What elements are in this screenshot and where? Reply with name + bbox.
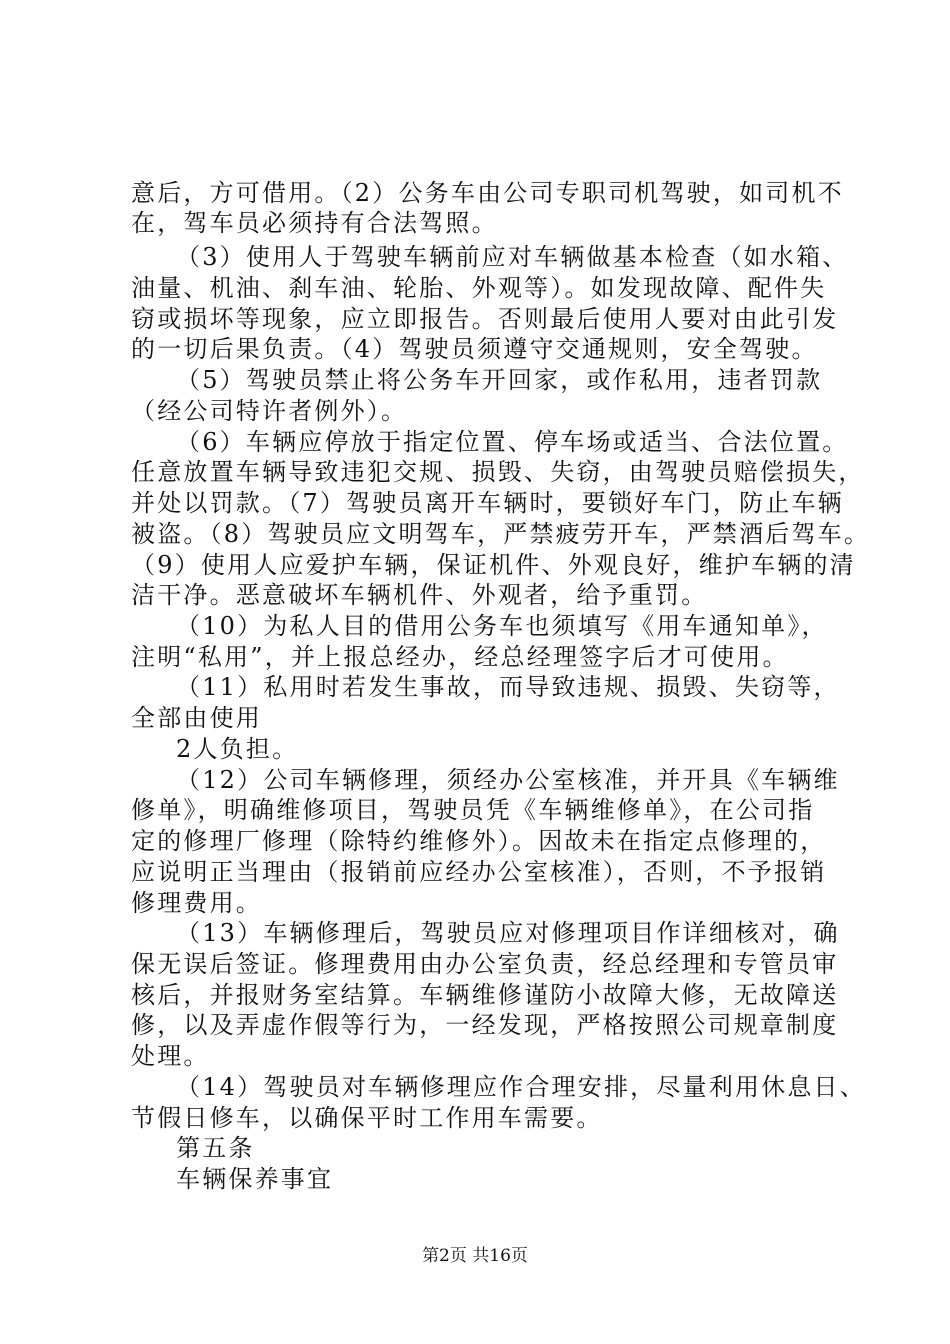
text-line: （11）私用时若发生事故，而导致违规、损毁、失窃等， (176, 673, 840, 701)
text-line: 处理。 (131, 1042, 210, 1070)
text-line: （6）车辆应停放于指定位置、停车场或适当、合法位置。 (176, 428, 849, 456)
text-line: 意后，方可借用。（2）公务车由公司专职司机驾驶，如司机不 (131, 179, 844, 207)
text-line: 并处以罚款。（7）驾驶员离开车辆时，要锁好车门，防止车辆 (131, 489, 844, 517)
text-line: （经公司特许者例外）。 (131, 397, 408, 425)
text-line: 全部由使用 (131, 704, 262, 732)
text-line: （12）公司车辆修理，须经办公室核准，并开具《车辆维 (176, 766, 840, 794)
text-line: （5）驾驶员禁止将公务车开回家，或作私用，违者罚款 (176, 366, 823, 394)
text-line: （13）车辆修理后，驾驶员应对修理项目作详细核对，确 (176, 919, 840, 947)
text-line: （3）使用人于驾驶车辆前应对车辆做基本检查（如水箱、 (176, 243, 849, 271)
text-line: 油量、机油、刹车油、轮胎、外观等）。如发现故障、配件失 (131, 274, 827, 302)
text-line: （14）驾驶员对车辆修理应作合理安排，尽量利用休息日、 (176, 1073, 866, 1101)
text-line: 窃或损坏等现象，应立即报告。否则最后使用人要对由此引发 (131, 305, 839, 333)
text-line: 被盗。（8）驾驶员应文明驾车，严禁疲劳开车，严禁酒后驾车。 (131, 520, 871, 548)
text-line: 定的修理厂修理（除特约维修外）。因故未在指定点修理的， (131, 827, 827, 855)
text-line: 修，以及弄虚作假等行为，一经发现，严格按照公司规章制度 (131, 1011, 839, 1039)
text-line: 修理费用。 (131, 889, 262, 917)
text-line: 核后，并报财务室结算。车辆维修谨防小故障大修，无故障送 (131, 981, 839, 1009)
page-footer: 第2页 共16页 (422, 1246, 528, 1266)
text-line: 洁干净。恶意破坏车辆机件、外观者，给予重罚。 (131, 581, 708, 609)
text-line: 应说明正当理由（报销前应经办公室核准），否则，不予报销 (131, 858, 827, 886)
text-line: （10）为私人目的借用公务车也须填写《用车通知单》， (176, 612, 828, 640)
text-line: 注明“私用”，并上报总经办，经总经理签字后才可使用。 (131, 643, 789, 671)
text-line: （9）使用人应爱护车辆，保证机件、外观良好，维护车辆的清 (131, 551, 856, 579)
section-heading: 第五条 (176, 1134, 255, 1162)
text-line: 2人负担。 (176, 735, 299, 763)
text-line: 在，驾车员必须持有合法驾照。 (131, 209, 498, 237)
text-line: 节假日修车，以确保平时工作用车需要。 (131, 1104, 603, 1132)
section-title: 车辆保养事宜 (176, 1165, 334, 1193)
text-line: 任意放置车辆导致违犯交规、损毁、失窃，由驾驶员赔偿损失， (131, 458, 865, 486)
text-line: 修单》，明确维修项目，驾驶员凭《车辆维修单》，在公司指 (131, 796, 815, 824)
text-line: 的一切后果负责。（4）驾驶员须遵守交通规则，安全驾驶。 (131, 335, 818, 363)
text-line: 保无误后签证。修理费用由办公室负责，经总经理和专管员审 (131, 950, 839, 978)
